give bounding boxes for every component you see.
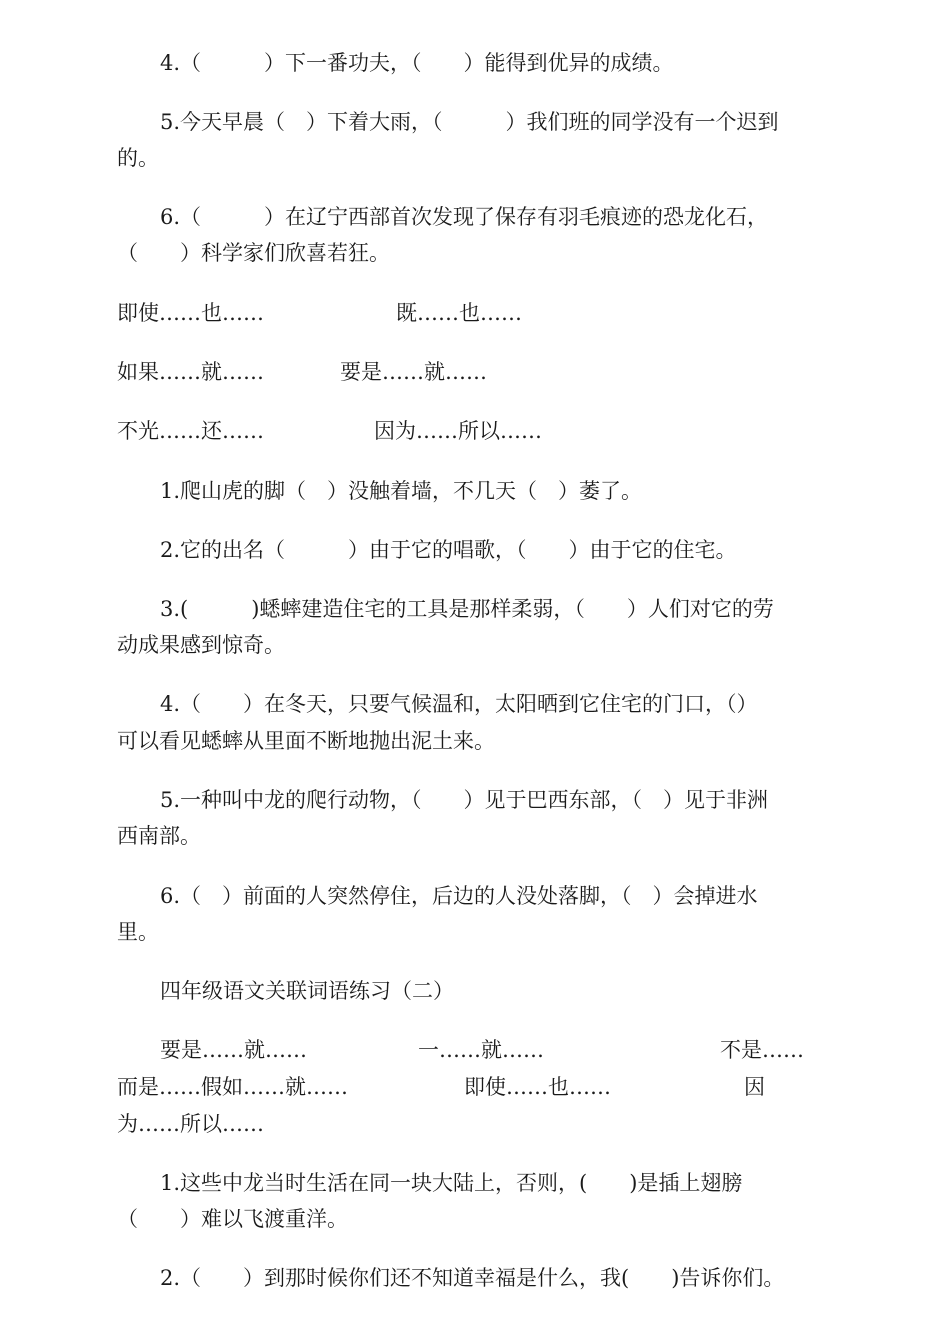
- question-c1-line2: （ ）难以飞渡重洋。: [117, 1207, 348, 1231]
- question-b5-line1: 5.一种叫中龙的爬行动物，（ ）见于巴西东部，（ ）见于非洲: [160, 788, 769, 812]
- question-a6-line2: （ ）科学家们欣喜若狂。: [117, 241, 390, 265]
- option-yaoshi-jiu: 要是……就……: [340, 360, 487, 384]
- question-b6-line2: 里。: [117, 920, 159, 944]
- question-b3-line2: 动成果感到惊奇。: [117, 633, 285, 657]
- section-title: 四年级语文关联词语练习（二）: [160, 979, 454, 1003]
- question-a4: 4.（ ）下一番功夫，（ ）能得到优异的成绩。: [160, 51, 674, 75]
- option-bushi: 不是……: [720, 1038, 804, 1062]
- option-yaoshi-jiu-2: 要是……就……: [160, 1038, 307, 1062]
- option-ruguo-jiu: 如果……就……: [117, 360, 264, 384]
- question-c2: 2.（ ）到那时候你们还不知道幸福是什么，我( )告诉你们。: [160, 1266, 785, 1290]
- option-yinwei-suoyi: 因为……所以……: [374, 419, 542, 443]
- question-a6-line1: 6.（ ）在辽宁西部首次发现了保存有羽毛痕迹的恐龙化石，: [160, 205, 769, 229]
- option-yi-jiu: 一……就……: [418, 1038, 544, 1062]
- option-ji-ye: 既……也……: [396, 301, 522, 325]
- question-b6-line1: 6.（ ）前面的人突然停住，后边的人没处落脚，（ ）会掉进水: [160, 884, 758, 908]
- question-b5-line2: 西南部。: [117, 824, 201, 848]
- option-yin: 因: [744, 1075, 765, 1099]
- option-jishi-ye-2: 即使……也……: [464, 1075, 611, 1099]
- option-ershi-jiaru-jiu: 而是……假如……就……: [117, 1075, 348, 1099]
- question-b4-line1: 4.（ ）在冬天，只要气候温和，太阳晒到它住宅的门口，（）: [160, 692, 758, 716]
- question-c1-line1: 1.这些中龙当时生活在同一块大陆上，否则，( )是插上翅膀: [160, 1171, 743, 1195]
- question-a5-line1: 5.今天早晨（ ）下着大雨，（ ）我们班的同学没有一个迟到: [160, 110, 779, 134]
- option-wei-suoyi: 为……所以……: [117, 1112, 264, 1136]
- question-b4-line2: 可以看见蟋蟀从里面不断地抛出泥土来。: [117, 729, 495, 753]
- question-b1: 1.爬山虎的脚（ ）没触着墙，不几天（ ）萎了。: [160, 479, 643, 503]
- option-jishi-ye: 即使……也……: [117, 301, 264, 325]
- question-b3-line1: 3.( )蟋蟀建造住宅的工具是那样柔弱，（ ）人们对它的劳: [160, 597, 774, 621]
- question-b2: 2.它的出名（ ）由于它的唱歌，（ ）由于它的住宅。: [160, 538, 737, 562]
- option-buguang-hai: 不光……还……: [117, 419, 264, 443]
- question-a5-line2: 的。: [117, 146, 159, 170]
